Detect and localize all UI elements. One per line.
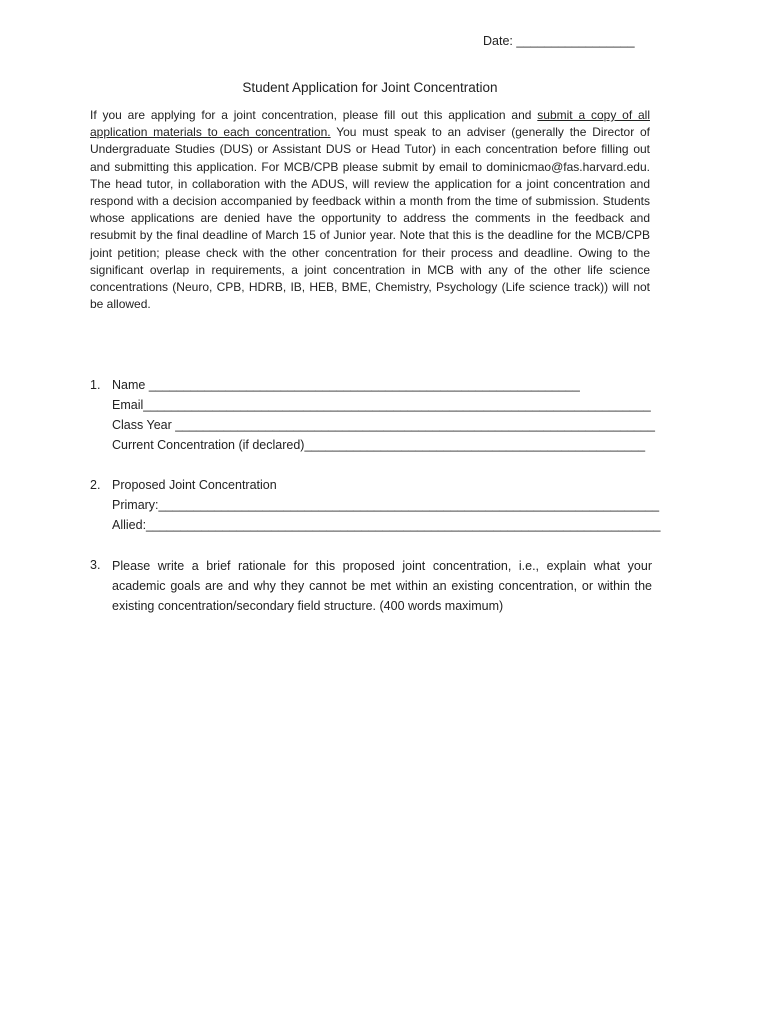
section-3-number: 3. xyxy=(90,558,101,572)
instructions-paragraph xyxy=(90,107,650,313)
name-field[interactable]: Name ______________________________________________________________ xyxy=(112,378,580,392)
class-year-field[interactable]: Class Year _____________________________________________________________________ xyxy=(112,418,655,432)
section-1-number: 1. xyxy=(90,378,101,392)
proposed-joint-concentration-heading: Proposed Joint Concentration xyxy=(112,478,277,492)
rationale-prompt: Please write a brief rationale for this proposed joint concentration, i.e., explain what your academic goals are and why they cannot be met within an existing concentration, or within the existing concentration/secondary field structure. (400 words maximum) xyxy=(112,559,652,614)
allied-field[interactable]: Allied:__________________________________________________________________________ xyxy=(112,518,661,532)
date-label: Date: xyxy=(483,34,513,48)
date-blank[interactable]: _________________ xyxy=(516,34,635,48)
email-field[interactable]: Email_________________________________________________________________________ xyxy=(112,398,651,412)
instructions-text-1: If you are applying for a joint concentration, please fill out this application and xyxy=(90,108,538,122)
primary-field[interactable]: Primary:________________________________________________________________________ xyxy=(112,498,660,512)
instructions-text-2: You must speak to an adviser (generally the Director of Undergraduate Studies (DUS) or Assistant DUS or Head Tutor) in each concentration before filling out and submitting this application. For MCB/CPB please submit by email to dominicmao@fas.harvard.edu. The head tutor, in collaboration with the ADUS, will review the application for a joint concentration and respond with a decision accompanied by feedback within a month from the time of submission. Students whose applications are denied have the opportunity to address the comments in the feedback and resubmit by the final deadline of March 15 of Junior year. Note that this is the deadline for the MCB/CPB joint petition; please check with the other concentration for their process and deadline. Owing to the significant overlap in requirements, a joint concentration in MCB with any of the other life science concentrations (Neuro, CPB, HDRB, IB, HEB, BME, Chemistry, Psychology (Life science track)) will not be allowed. xyxy=(90,125,650,312)
instructions-underlined-text: submit a copy of all application materials to each concentration. xyxy=(90,108,650,140)
current-concentration-field[interactable]: Current Concentration (if declared)_________________________________________________ xyxy=(112,438,646,452)
document-title: Student Application for Joint Concentration xyxy=(242,80,498,95)
date-field[interactable] xyxy=(483,34,635,48)
section-2-number: 2. xyxy=(90,478,101,492)
